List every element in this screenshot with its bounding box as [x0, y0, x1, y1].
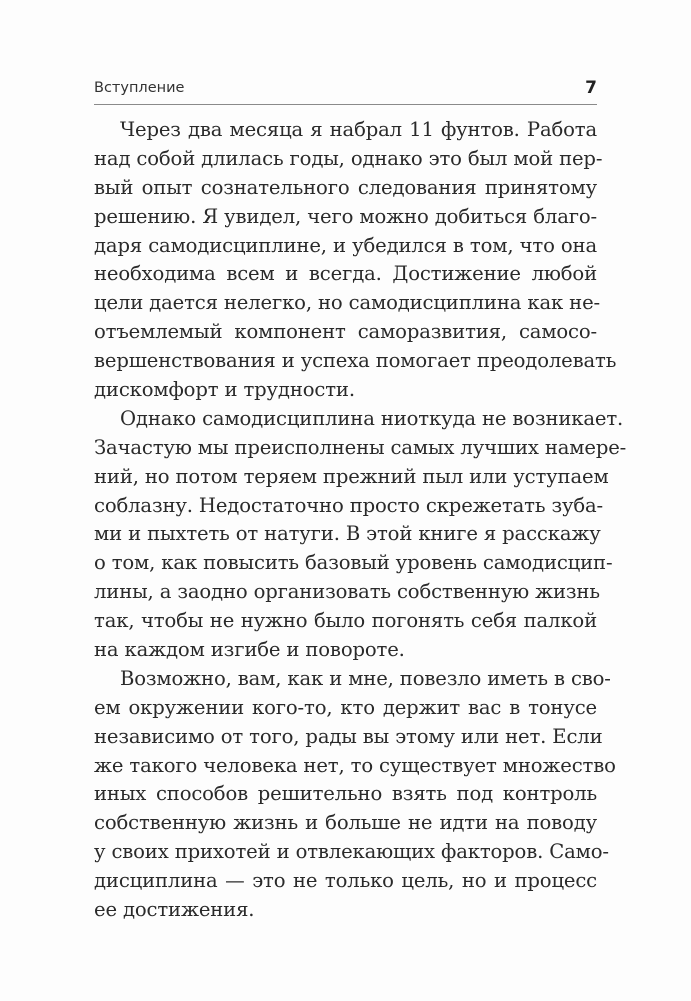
text-line: ем окружении кого-то, кто держит вас в тонусе [94, 695, 597, 719]
text-line: у своих прихотей и отвлекающих факторов. Само- [94, 840, 609, 864]
text-line: дискомфорт и трудности. [94, 378, 355, 402]
text-line: ее достижения. [94, 898, 255, 922]
body-text [94, 116, 627, 925]
text-line: цели дается нелегко, но самодисциплина как не- [94, 291, 600, 315]
text-line: лины, а заодно организовать собственную жизнь [94, 580, 600, 604]
text-line: соблазну. Недостаточно просто скрежетать зуба- [94, 493, 604, 517]
text-line: Через два месяца я набрал 11 фунтов. Работа [120, 118, 597, 141]
paragraph [94, 405, 627, 665]
text-line: на каждом изгибе и повороте. [94, 638, 405, 662]
text-line: необходима всем и всегда. Достижение любой [94, 262, 597, 286]
text-line: вый опыт сознательного следования принятому [94, 175, 597, 199]
text-line: так, чтобы не нужно было погонять себя палкой [94, 609, 597, 633]
text-line: ний, но потом теряем прежний пыл или уступаем [94, 464, 609, 488]
text-line: иных способов решительно взять под контроль [94, 782, 597, 806]
text-line: даря самодисциплине, и убедился в том, что она [94, 233, 597, 257]
text-line: независимо от того, рады вы этому или нет. Если [94, 724, 603, 748]
text-line: ми и пыхтеть от натуги. В этой книге я расскажу [94, 522, 601, 546]
text-line: о том, как повысить базовый уровень самодисцип- [94, 551, 613, 575]
page-number: 7 [585, 78, 597, 98]
text-line: над собой длилась годы, однако это был мой пер- [94, 146, 603, 170]
text-line: Возможно, вам, как и мне, повезло иметь в сво- [120, 666, 611, 690]
text-line: Зачастую мы преисполнены самых лучших намере- [94, 435, 627, 459]
running-title: Вступление [94, 80, 185, 96]
text-line: собственную жизнь и больше не идти на поводу [94, 811, 597, 835]
paragraph [94, 665, 616, 925]
running-header [94, 78, 597, 105]
paragraph [94, 116, 617, 405]
text-line: Однако самодисциплина ниоткуда не возникает. [120, 406, 624, 430]
text-line: же такого человека нет, то существует множество [94, 753, 616, 777]
text-line: отъемлемый компонент саморазвития, самосо- [94, 320, 597, 344]
text-line: решению. Я увидел, чего можно добиться благо- [94, 204, 597, 228]
text-line: вершенствования и успеха помогает преодолевать [94, 349, 617, 373]
text-line: дисциплина — это не только цель, но и процесс [94, 869, 597, 893]
